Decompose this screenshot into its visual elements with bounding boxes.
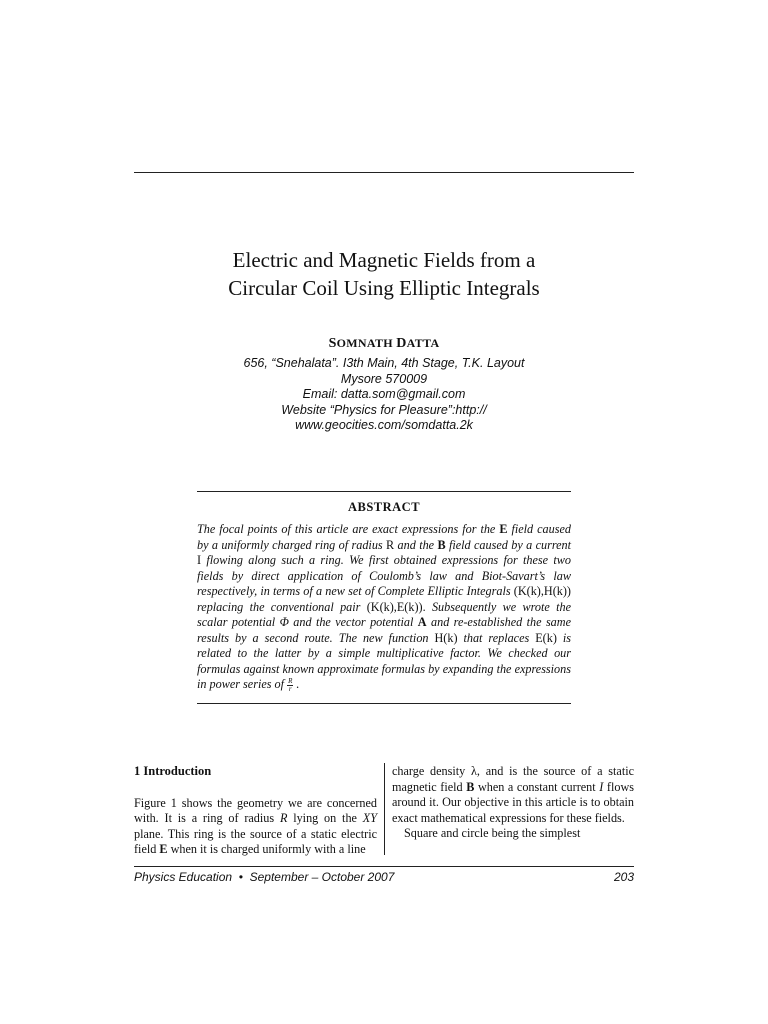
body-text: when it is charged uniformly with a line [167, 842, 366, 856]
author-first-rest: OMNATH [336, 336, 393, 350]
author-initial: S [328, 336, 337, 351]
abstract-top-rule [197, 491, 571, 492]
paper-title [134, 246, 634, 302]
fraction-denominator: r [288, 685, 292, 693]
abstract-symbol: (K(k),H(k)) [513, 584, 571, 598]
body-text: flows around it. Our objective in this article is to obtain exact mathematical expressions for these fields. [392, 779, 634, 825]
abstract-symbol: H(k) [434, 630, 458, 645]
intro-paragraph-continued [392, 764, 634, 826]
right-column [392, 764, 634, 842]
body-text: when a constant current [474, 779, 600, 794]
title-line: Circular Coil Using Elliptic Integrals [228, 276, 540, 300]
column-divider [384, 763, 385, 855]
author-last-rest: ATTA [406, 336, 440, 350]
abstract-body [197, 522, 571, 693]
intro-paragraph [134, 796, 377, 858]
section-heading: 1 Introduction [134, 764, 212, 778]
abstract-text: flowing along such a ring. We first obtained expressions for these two fields by direct application of Coulomb’s law and Biot-Savart’s law respectively, in terms of a new set of Complete Elliptic Integrals [197, 553, 571, 598]
abstract-text: replacing the conventional pair [197, 599, 367, 614]
affiliation-address: 656, “Snehalata”. I3th Main, 4th Stage, T.K. Layout [243, 356, 525, 370]
abstract-text: that replaces [457, 630, 536, 645]
abstract-text: field caused by a uniformly charged ring of radius [197, 522, 571, 552]
next-paragraph: Square and circle being the simplest [404, 826, 581, 840]
affiliation-email: Email: datta.som@gmail.com [302, 387, 466, 401]
math-symbol: R [279, 811, 288, 825]
abstract-text: Subsequently we wrote the scalar potential [197, 599, 571, 629]
author-affiliation [134, 356, 634, 434]
abstract-text: field caused by a current [445, 537, 571, 552]
affiliation-url: www.geocities.com/somdatta.2k [295, 418, 473, 432]
page-number: 203 [613, 870, 634, 884]
abstract-symbol: A [417, 615, 427, 629]
abstract-text: . [293, 677, 300, 691]
math-symbol: E [159, 842, 168, 856]
abstract-symbol: R [386, 537, 395, 552]
body-text: charge density λ, and is the source of a static magnetic field [392, 764, 634, 794]
abstract-symbol: B [437, 537, 446, 552]
issue-date: September – October 2007 [249, 870, 395, 884]
abstract-text: is related to the latter by a simple multiplicative factor. We checked our formulas against known approximate formulas by expanding the expressions in power series of [197, 630, 571, 691]
abstract-symbol: I [197, 553, 202, 567]
abstract-symbol: (K(k),E(k)). [366, 599, 426, 614]
abstract-text: The focal points of this article are exact expressions for the [197, 522, 500, 536]
affiliation-city: Mysore 570009 [340, 371, 428, 386]
left-column [134, 764, 377, 858]
abstract-symbol: Φ [279, 615, 289, 629]
journal-name: Physics Education [134, 870, 233, 884]
body-text: plane. This ring is the source of a static electric field [134, 826, 377, 856]
fraction-numerator: R [288, 677, 293, 685]
abstract-bottom-rule [197, 703, 571, 704]
bullet-icon: • [238, 870, 243, 884]
abstract-symbol: E [499, 522, 508, 536]
body-text: Figure 1 shows the geometry we are concerned with. It is a ring of radius [134, 795, 377, 825]
abstract-text: and the [394, 537, 438, 552]
math-symbol: B [466, 779, 475, 794]
top-rule [134, 172, 634, 173]
footer-journal-info [134, 870, 394, 884]
abstract-heading: ABSTRACT [347, 500, 421, 514]
title-line: Electric and Magnetic Fields from a [232, 248, 536, 272]
math-symbol: XY [362, 811, 377, 825]
abstract-text: and re-established the same results by a second route. The new function [197, 615, 571, 645]
math-symbol: I [599, 779, 604, 794]
footer-rule [134, 866, 634, 867]
abstract-symbol: E(k) [535, 630, 557, 645]
affiliation-website: Website “Physics for Pleasure”:http:// [281, 402, 487, 417]
abstract-text: and the vector potential [288, 615, 418, 629]
body-text: lying on the [287, 811, 363, 825]
author-initial: D [396, 336, 407, 351]
author-name [134, 336, 634, 352]
